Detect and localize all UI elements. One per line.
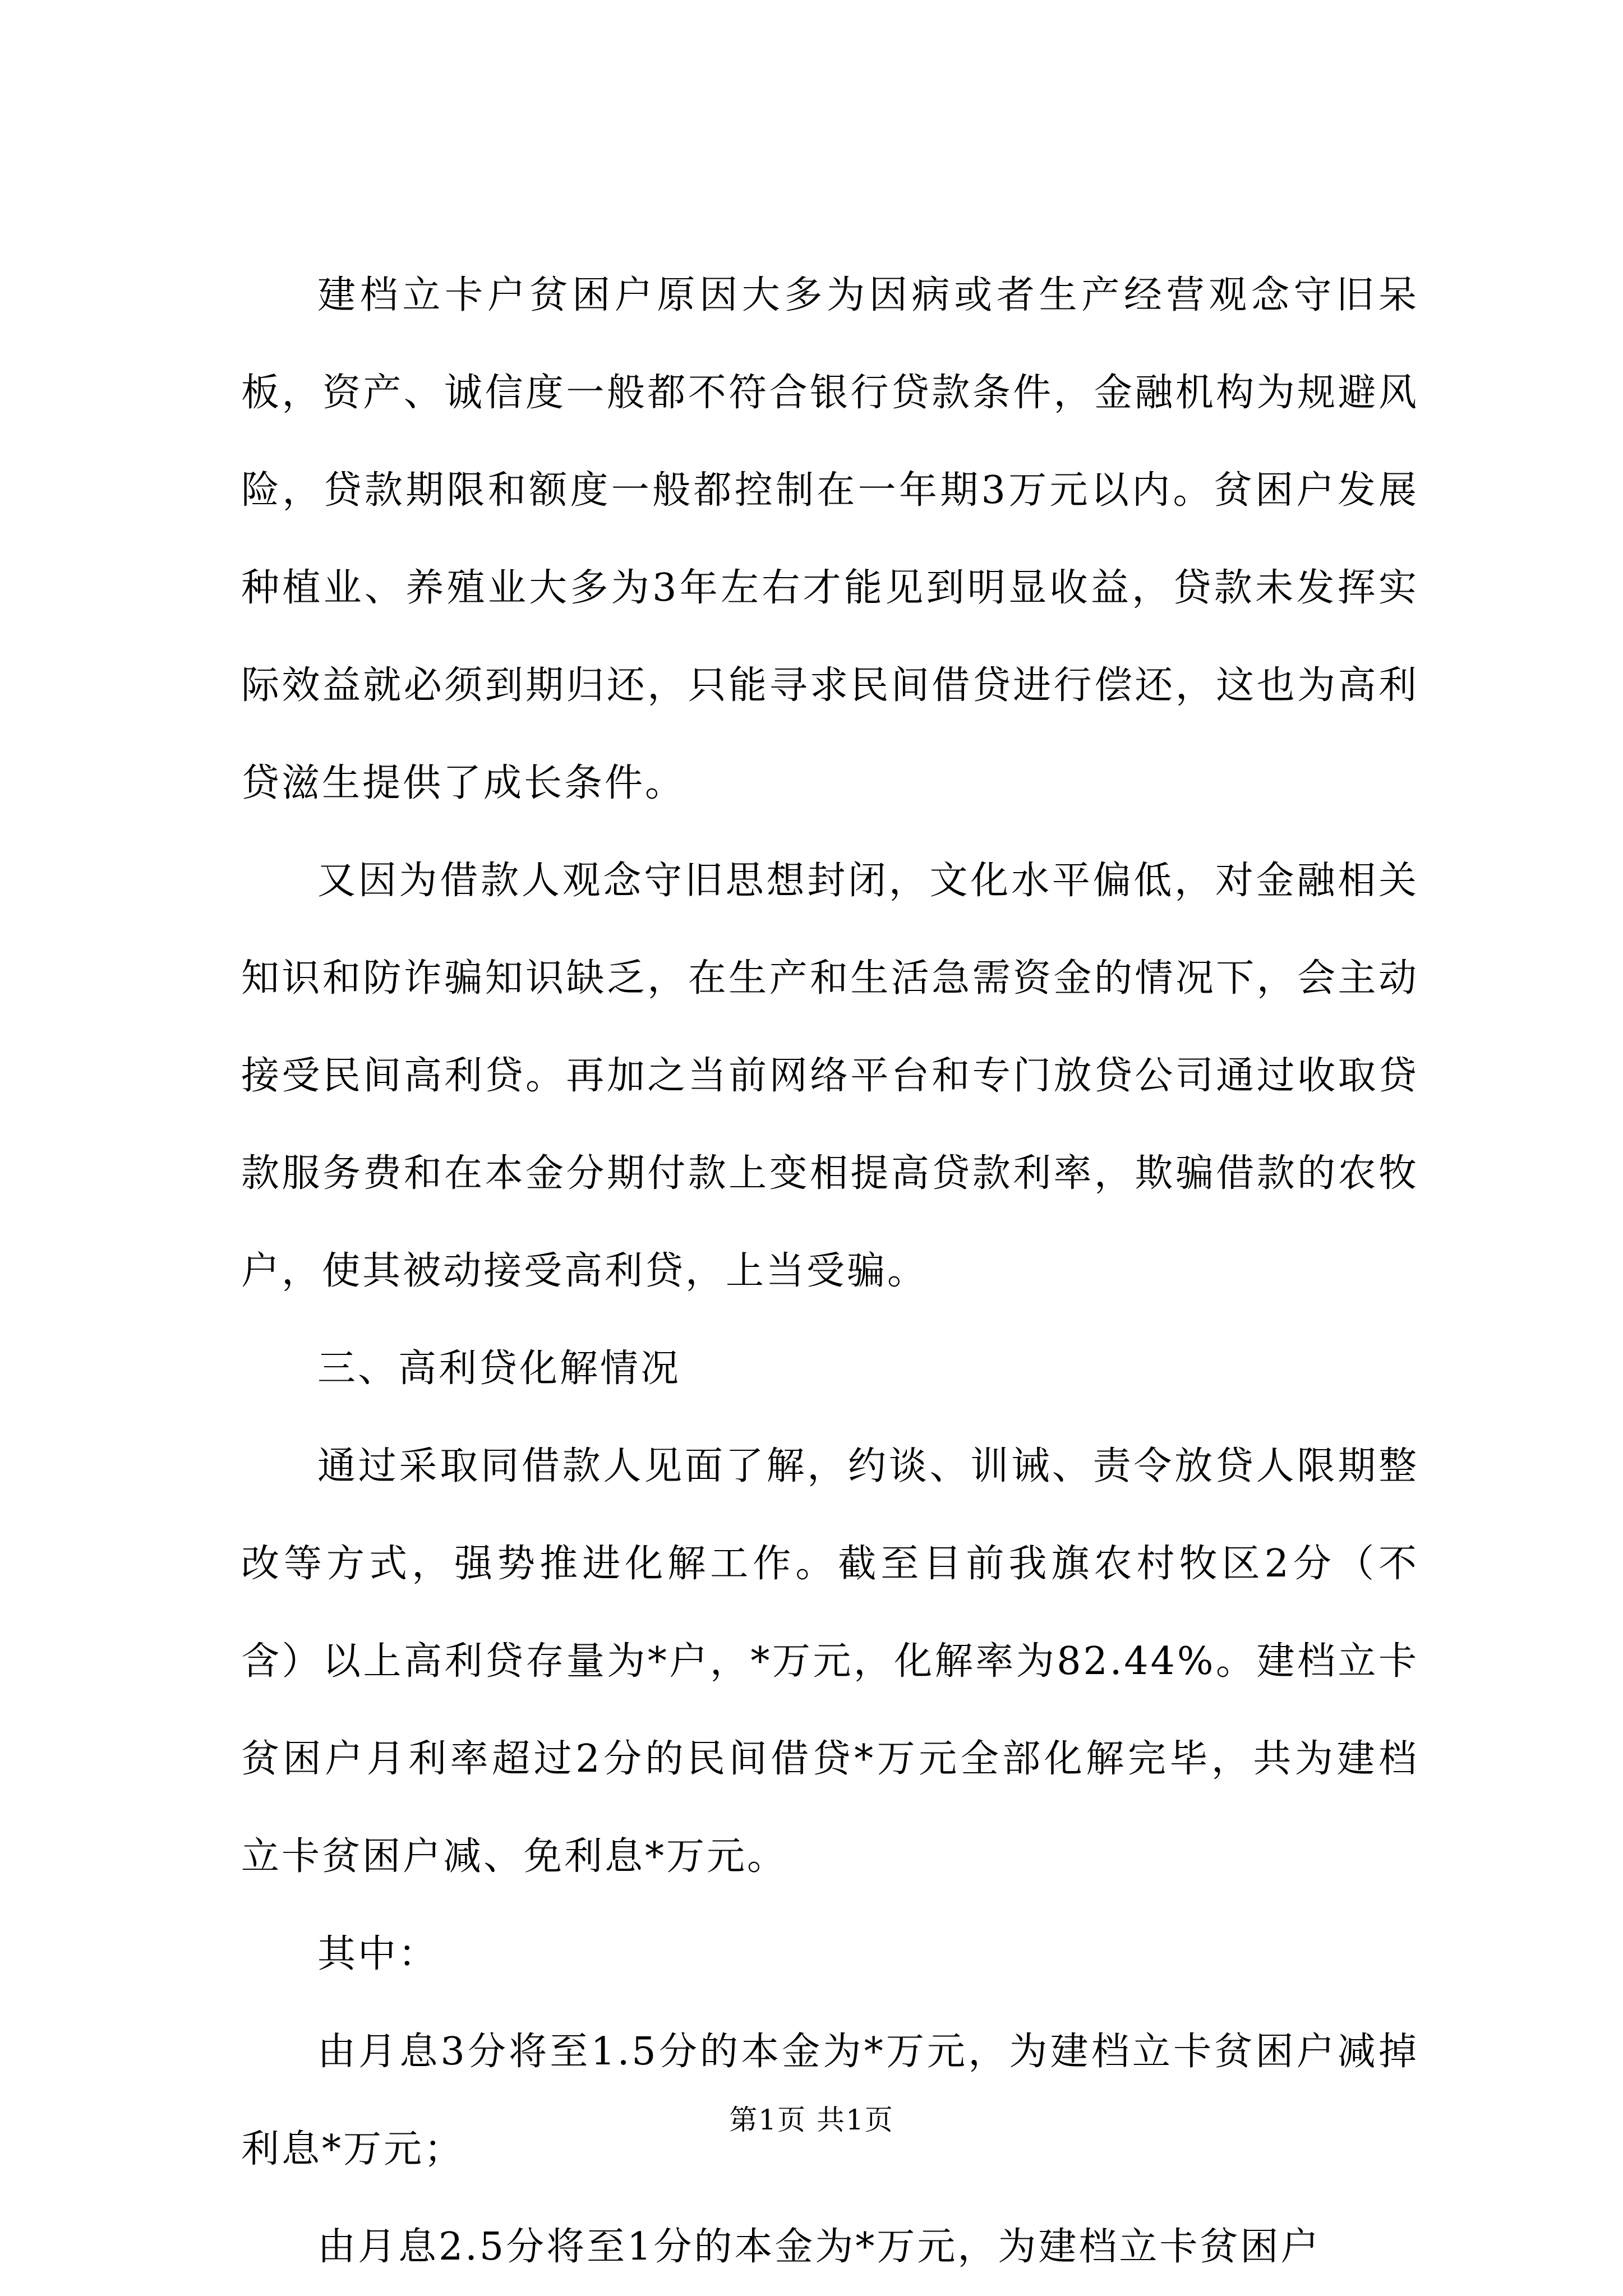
document-body [241,247,1419,2296]
paragraph-among-them: 其中： [317,1932,439,1976]
paragraph-rate-reduction-1: 由月息3分将至1.5分的本金为*万元，为建档立卡贫困户减掉利息*万元； [241,2030,1419,2171]
page-footer: 第1页 共1页 [729,2104,894,2136]
paragraph-poverty-causes: 建档立卡户贫困户原因大多为因病或者生产经营观念守旧呆板，资产、诚信度一般都不符合银行贷款条件，金融机构为规避风险，贷款期限和额度一般都控制在一年期3万元以内。贫困户发展种植业、养殖业大多为3年左右才能见到明显收益，贷款未发挥实际效益就必须到期归还，只能寻求民间借贷进行偿还，这也为高利贷滋生提供了成长条件。 [241,273,1419,805]
paragraph-resolution-progress: 通过采取同借款人见面了解，约谈、训诫、责令放贷人限期整改等方式，强势推进化解工作。截至目前我旗农村牧区2分（不含）以上高利贷存量为*户，*万元，化解率为82.44%。建档立卡贫困户月利率超过2分的民间借贷*万元全部化解完毕，共为建档立卡贫困户减、免利息*万元。 [241,1444,1419,1879]
section-heading-resolution: 三、高利贷化解情况 [317,1347,681,1391]
paragraph-rate-reduction-2: 由月息2.5分将至1分的本金为*万元，为建档立卡贫困户 [317,2225,1321,2269]
paragraph-borrower-factors: 又因为借款人观念守旧思想封闭，文化水平偏低，对金融相关知识和防诈骗知识缺乏，在生产和生活急需资金的情况下，会主动接受民间高利贷。再加之当前网络平台和专门放贷公司通过收取贷款服务费和在本金分期付款上变相提高贷款利率，欺骗借款的农牧户，使其被动接受高利贷，上当受骗。 [241,859,1419,1293]
